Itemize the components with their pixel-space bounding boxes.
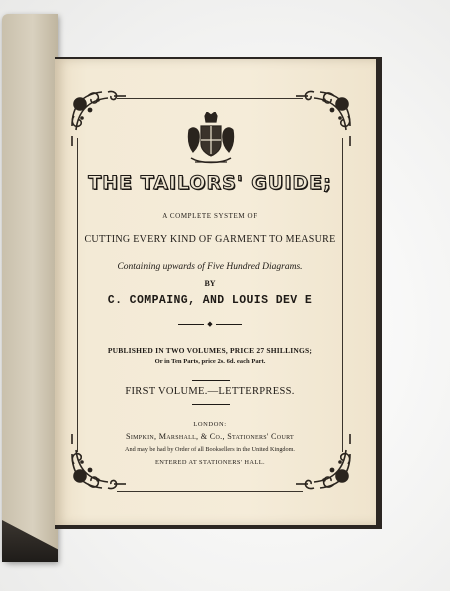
subtitle-main: CUTTING EVERY KIND OF GARMENT TO MEASURE: [84, 234, 336, 245]
frame-rule-bottom: [117, 491, 303, 492]
by-label: BY: [204, 279, 216, 288]
diamond-icon: ◆: [207, 320, 213, 328]
publisher-city: LONDON:: [193, 421, 227, 428]
volume-rule-bottom: [192, 404, 230, 405]
volume-rule-top: [192, 380, 230, 381]
agents-note: And may be had by Order of all Booksellers in the United Kingdom.: [125, 446, 295, 453]
crest-icon: [183, 112, 239, 168]
volume-label: FIRST VOLUME.—LETTERPRESS.: [125, 386, 295, 397]
entered-note: ENTERED AT STATIONERS' HALL.: [154, 459, 266, 466]
corner-ornament-icon: [290, 86, 354, 150]
book-title: THE TAILORS' GUIDE;: [88, 172, 332, 194]
subtitle-diagrams: Containing upwards of Five Hundred Diagrams.: [117, 262, 303, 272]
published-line-1: PUBLISHED IN TWO VOLUMES, PRICE 27 SHILLINGS;: [107, 346, 313, 355]
subtitle-small: A COMPLETE SYSTEM OF: [162, 212, 258, 220]
book-front-board: [2, 14, 58, 562]
publisher-name: Simpkin, Marshall, & Co., Stationers' Court: [126, 432, 294, 441]
frame-rule-top: [117, 98, 303, 99]
published-line-2: Or in Ten Parts, price 2s. 6d. each Part.: [154, 358, 266, 365]
corner-ornament-icon: [68, 86, 132, 150]
authors: C. COMPAING, AND LOUIS DEV E: [107, 294, 313, 307]
divider: [77, 320, 343, 328]
